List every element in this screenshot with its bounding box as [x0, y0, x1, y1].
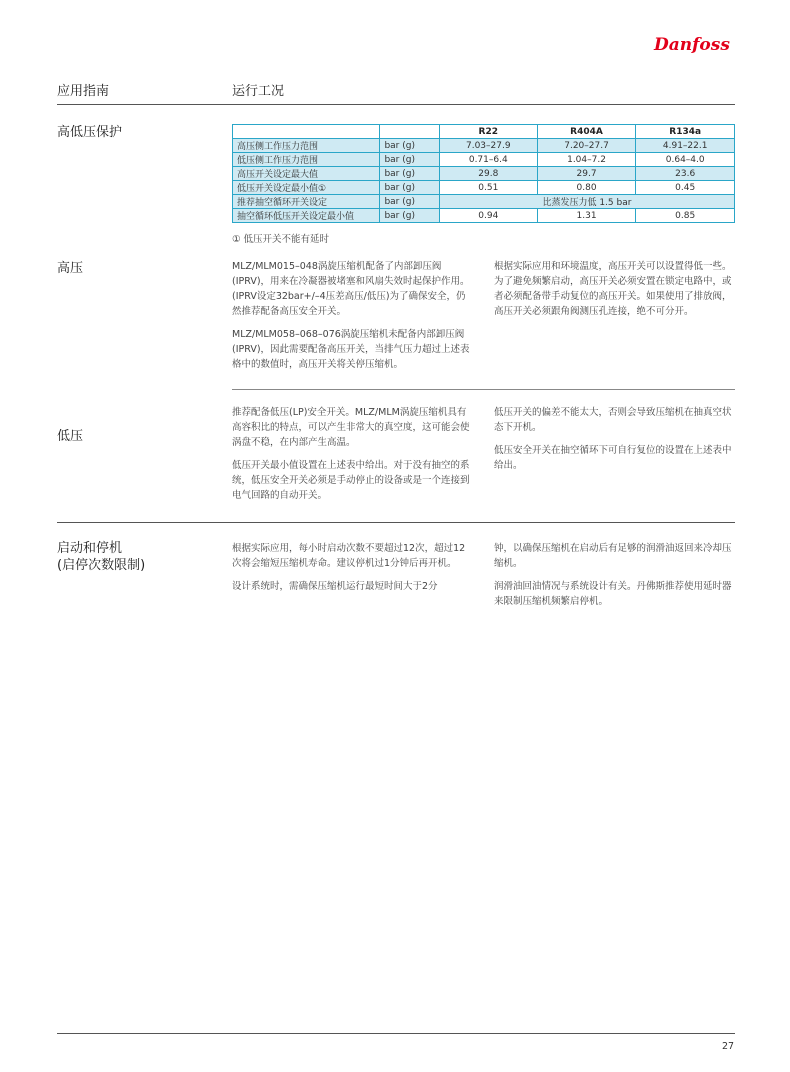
row-unit: bar (g) — [380, 139, 439, 153]
row-label: 低压开关设定最小值① — [233, 181, 380, 195]
table-header-row — [233, 125, 735, 139]
row-label: 抽空循环低压开关设定最小值 — [233, 209, 380, 223]
high-right-column — [494, 259, 734, 327]
table-row — [233, 139, 735, 153]
paragraph: 推荐配备低压(LP)安全开关。MLZ/MLM涡旋压缩机具有高容积比的特点，可以产生非常大的真空度，这可能会使涡盘不稳，在内部产生高温。 — [232, 407, 470, 448]
paragraph: 钟，以确保压缩机在启动后有足够的润滑油返回来冷却压缩机。 — [494, 543, 732, 569]
cell-value: 7.03–27.9 — [439, 139, 537, 153]
cell-value: 1.31 — [537, 209, 636, 223]
paragraph: 低压开关的偏差不能太大，否则会导致压缩机在抽真空状态下开机。 — [494, 407, 732, 433]
cell-value-merged: 比蒸发压力低 1.5 bar — [439, 195, 734, 209]
section-title-high: 高压 — [57, 261, 84, 276]
cell-value: 0.71–6.4 — [439, 153, 537, 167]
col-header: R22 — [439, 125, 537, 139]
paragraph: MLZ/MLM015–048涡旋压缩机配备了内部卸压阀(IPRV)，用来在冷凝器被堵塞和风扇失效时起保护作用。(IPRV设定32bar+/–4压差高压/低压)为了确保安全，仍然推荐配备高压安全开关。 — [232, 261, 470, 317]
cell-value: 23.6 — [636, 167, 735, 181]
section-rule — [57, 522, 735, 523]
row-label: 高压侧工作压力范围 — [233, 139, 380, 153]
startstop-left-column — [232, 541, 472, 602]
cell-value: 0.80 — [537, 181, 636, 195]
section-title-low: 低压 — [57, 429, 84, 444]
cell-value: 0.51 — [439, 181, 537, 195]
cell-value: 0.45 — [636, 181, 735, 195]
cell-value: 7.20–27.7 — [537, 139, 636, 153]
paragraph: 低压开关最小值设置在上述表中给出。对于没有抽空的系统，低压安全开关必须是手动停止的设备或是一个连接到电气回路的自动开关。 — [232, 460, 470, 501]
section-divider — [232, 389, 735, 390]
title-line: (启停次数限制) — [57, 558, 146, 573]
section-title-pressure: 高低压保护 — [57, 125, 123, 140]
paragraph: 润滑油回油情况与系统设计有关。丹佛斯推荐使用延时器来限制压缩机频繁启停机。 — [494, 581, 732, 607]
row-unit: bar (g) — [380, 195, 439, 209]
low-right-column — [494, 405, 734, 481]
col-header: R134a — [636, 125, 735, 139]
cell-value: 0.94 — [439, 209, 537, 223]
header-guide-label: 应用指南 — [57, 84, 110, 99]
table-footnote: ① 低压开关不能有延时 — [232, 234, 330, 245]
cell-value: 4.91–22.1 — [636, 139, 735, 153]
startstop-right-column — [494, 541, 734, 617]
low-left-column — [232, 405, 472, 511]
cell-value: 29.8 — [439, 167, 537, 181]
danfoss-logo — [652, 30, 734, 56]
cell-value: 0.85 — [636, 209, 735, 223]
row-unit: bar (g) — [380, 153, 439, 167]
table-row — [233, 209, 735, 223]
header-rule — [57, 104, 735, 105]
pressure-table — [232, 124, 735, 223]
section-title-startstop — [57, 540, 145, 574]
paragraph: 设计系统时，需确保压缩机运行最短时间大于2分 — [232, 581, 438, 592]
title-line: 启动和停机 — [57, 541, 123, 556]
page-number: 27 — [722, 1041, 735, 1052]
paragraph: MLZ/MLM058–068–076涡旋压缩机未配备内部卸压阀(IPRV)，因此需要配备高压开关，当排气压力超过上述表格中的数值时，高压开关将关停压缩机。 — [232, 329, 470, 370]
high-left-column — [232, 259, 472, 380]
row-unit: bar (g) — [380, 209, 439, 223]
paragraph: 根据实际应用和环境温度，高压开关可以设置得低一些。为了避免频繁启动，高压开关必须安置在锁定电路中，或者必须配备带手动复位的高压开关。如果使用了排放阀，高压开关必须跟角阀测压孔连接，绝不可分开。 — [494, 261, 732, 317]
table-row — [233, 167, 735, 181]
paragraph: 低压安全开关在抽空循环下可自行复位的设置在上述表中给出。 — [494, 445, 732, 471]
table-row — [233, 153, 735, 167]
row-label: 推荐抽空循环开关设定 — [233, 195, 380, 209]
row-label: 高压开关设定最大值 — [233, 167, 380, 181]
table-row — [233, 195, 735, 209]
logo-text: Danfoss — [654, 35, 730, 55]
cell-value: 0.64–4.0 — [636, 153, 735, 167]
cell-value: 1.04–7.2 — [537, 153, 636, 167]
paragraph: 根据实际应用，每小时启动次数不要超过12次，超过12次将会缩短压缩机寿命。建议停机过1分钟后再开机。 — [232, 543, 466, 569]
row-label: 低压侧工作压力范围 — [233, 153, 380, 167]
header-section-label: 运行工况 — [232, 84, 285, 99]
table-row — [233, 181, 735, 195]
row-unit: bar (g) — [380, 181, 439, 195]
col-header: R404A — [537, 125, 636, 139]
footer-rule — [57, 1033, 735, 1034]
row-unit: bar (g) — [380, 167, 439, 181]
cell-value: 29.7 — [537, 167, 636, 181]
